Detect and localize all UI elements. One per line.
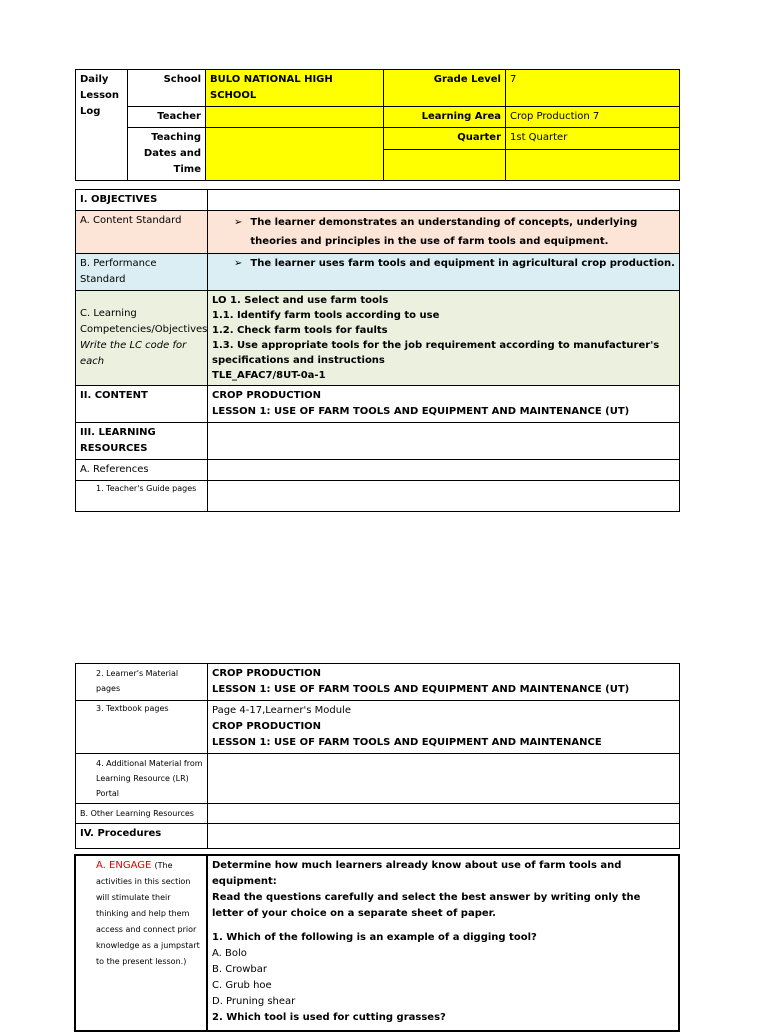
engage-title: ENGAGE xyxy=(109,860,152,871)
question-1-option: D. Pruning shear xyxy=(212,996,296,1007)
engage-intro-1: Determine how much learners already know about use of farm tools and equipment: xyxy=(212,860,622,887)
textbook-value xyxy=(208,701,680,754)
engage-intro-2: Read the questions carefully and select the best answer by writing only the letter of your choice on a separate sheet of paper. xyxy=(212,892,641,919)
learners-material-label: 2. Learner's Material pages xyxy=(76,664,208,701)
performance-standard-label: B. Performance Standard xyxy=(76,254,208,291)
procedures-label: IV. Procedures xyxy=(76,824,208,849)
learning-competencies-note: Write the LC code for each xyxy=(80,340,187,367)
grade-level-value: 7 xyxy=(506,70,680,107)
lc-line: LO 1. Select and use farm tools xyxy=(212,295,389,306)
procedures-blank xyxy=(208,824,680,849)
teaching-dates-value xyxy=(206,128,384,181)
question-1: 1. Which of the following is an example of a digging tool? xyxy=(212,932,537,943)
references-label: A. References xyxy=(76,460,208,481)
tb-line-1: Page 4-17,Learner's Module xyxy=(212,705,351,716)
lc-code: TLE_AFAC7/8UT-0a-1 xyxy=(212,370,326,381)
engage-letter: A. xyxy=(96,860,106,871)
content-standard-value xyxy=(208,211,680,254)
tb-line-2: CROP PRODUCTION xyxy=(212,721,322,732)
school-value: BULO NATIONAL HIGH SCHOOL xyxy=(206,70,384,107)
lc-line: 1.1. Identify farm tools according to use xyxy=(212,310,440,321)
other-resources-label: B. Other Learning Resources xyxy=(76,804,208,824)
lm-line-1: CROP PRODUCTION xyxy=(212,668,322,679)
engage-label xyxy=(75,855,207,1031)
content-standard-text: The learner demonstrates an understanding of concepts, underlying theories and principles in the use of farm tools and equipment. xyxy=(250,217,638,247)
additional-material-blank xyxy=(208,754,680,804)
arrow-bullet-icon: ➢ xyxy=(234,258,243,269)
teacher-value xyxy=(206,107,384,128)
learners-material-value xyxy=(208,664,680,701)
tb-line-3: LESSON 1: USE OF FARM TOOLS AND EQUIPMENT AND MAINTENANCE xyxy=(212,737,602,748)
textbook-label: 3. Textbook pages xyxy=(76,701,208,754)
question-1-option: B. Crowbar xyxy=(212,964,267,975)
objectives-title: I. OBJECTIVES xyxy=(76,190,208,211)
engage-table xyxy=(74,854,680,1032)
performance-standard-value xyxy=(208,254,680,291)
content-line-1: CROP PRODUCTION xyxy=(212,390,322,401)
content-value xyxy=(208,386,680,423)
arrow-bullet-icon: ➢ xyxy=(234,217,243,228)
objectives-blank xyxy=(208,190,680,211)
question-1-option: A. Bolo xyxy=(212,948,247,959)
grade-level-label: Grade Level xyxy=(384,70,506,107)
teachers-guide-label: 1. Teacher's Guide pages xyxy=(76,481,208,512)
resources-table xyxy=(75,663,680,849)
teaching-dates-label: Teaching Dates and Time xyxy=(128,128,206,181)
content-standard-label: A. Content Standard xyxy=(76,211,208,254)
content-line-2: LESSON 1: USE OF FARM TOOLS AND EQUIPMENT AND MAINTENANCE (UT) xyxy=(212,406,630,417)
learning-competencies-title: C. Learning Competencies/Objectives xyxy=(80,308,208,335)
other-resources-blank xyxy=(208,804,680,824)
lm-line-2: LESSON 1: USE OF FARM TOOLS AND EQUIPMENT AND MAINTENANCE (UT) xyxy=(212,684,630,695)
references-blank xyxy=(208,460,680,481)
lc-line: 1.3. Use appropriate tools for the job requirement according to manufacturer's specifications and instructions xyxy=(212,340,660,366)
question-1-option: C. Grub hoe xyxy=(212,980,272,991)
objectives-table xyxy=(75,189,680,512)
teachers-guide-blank xyxy=(208,481,680,512)
learning-competencies-label xyxy=(76,291,208,386)
school-label: School xyxy=(128,70,206,107)
teacher-label: Teacher xyxy=(128,107,206,128)
additional-material-label: 4. Additional Material from Learning Resource (LR) Portal xyxy=(76,754,208,804)
learning-area-value: Crop Production 7 xyxy=(506,107,680,128)
quarter-blank xyxy=(384,150,506,181)
learning-resources-title: III. LEARNING RESOURCES xyxy=(76,423,208,460)
learning-resources-blank xyxy=(208,423,680,460)
engage-note: (The activities in this section will stimulate their thinking and help them access and connect prior knowledge as a jumpstart to the present lesson.) xyxy=(96,861,200,966)
lc-line: 1.2. Check farm tools for faults xyxy=(212,325,388,336)
learning-competencies-value xyxy=(208,291,680,386)
quarter-label: Quarter xyxy=(384,128,506,150)
engage-content xyxy=(207,855,679,1031)
content-title: II. CONTENT xyxy=(76,386,208,423)
daily-lesson-log-label: Daily Lesson Log xyxy=(76,70,128,181)
header-table xyxy=(75,69,680,181)
performance-standard-text: The learner uses farm tools and equipment in agricultural crop production. xyxy=(250,258,675,269)
quarter-blank-2 xyxy=(506,150,680,181)
question-2: 2. Which tool is used for cutting grasses? xyxy=(212,1012,446,1023)
quarter-value: 1st Quarter xyxy=(506,128,680,150)
learning-area-label: Learning Area xyxy=(384,107,506,128)
